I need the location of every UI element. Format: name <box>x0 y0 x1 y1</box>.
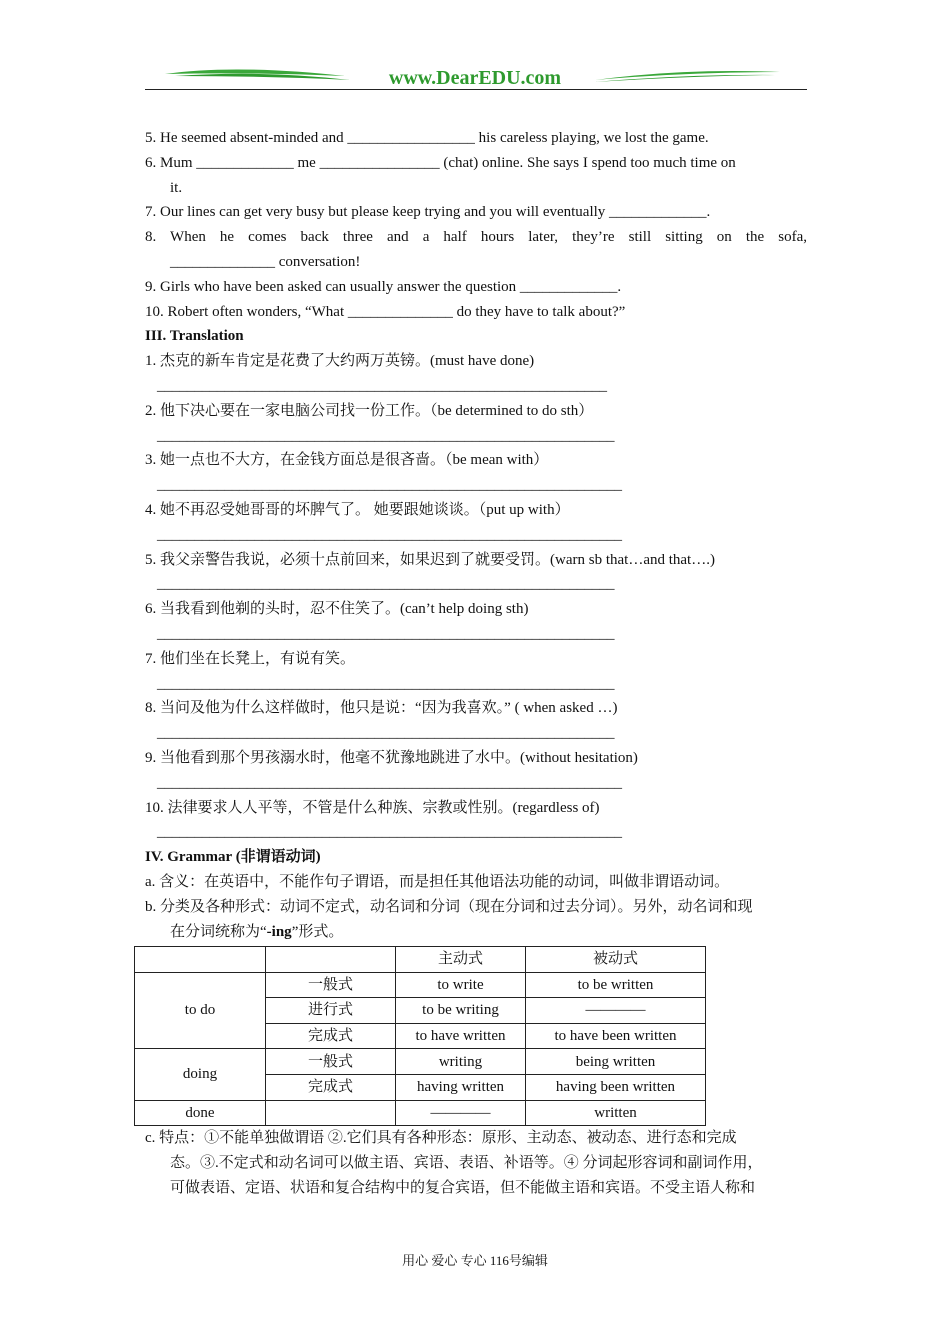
translation-item: 5. 我父亲警告我说，必须十点前回来，如果迟到了就要受罚。(warn sb that…and that….) <box>145 551 715 568</box>
grammar-point-a: a. 含义：在英语中，不能作句子谓语，而是担任其他语法功能的动词，叫做非谓语动词。 <box>145 873 730 890</box>
active-cell: to be writing <box>396 998 526 1024</box>
answer-blank: ______________________________________________________________ <box>157 526 622 543</box>
form-cell: 进行式 <box>266 998 396 1024</box>
header-rule <box>145 89 807 90</box>
form-cell: 完成式 <box>266 1074 396 1100</box>
fill-item-7: 7. Our lines can get very busy but please keep trying and you will eventually _____________. <box>145 204 711 221</box>
fill-item-8: 8. When he comes back three and a half hours later, they’re still sitting on the sofa, <box>145 229 807 246</box>
answer-blank: _____________________________________________________________ <box>157 625 615 642</box>
answer-blank: ______________________________________________________________ <box>157 477 622 494</box>
table-cell <box>135 947 266 973</box>
answer-blank: _____________________________________________________________ <box>157 576 615 593</box>
point-c-line: 可做表语、定语、状语和复合结构中的复合宾语，但不能做主语和宾语。不受主语人称和 <box>170 1179 756 1196</box>
translation-heading: III. Translation <box>145 328 244 345</box>
row-group-label: doing <box>135 1049 266 1100</box>
fill-item-6-cont: it. <box>170 179 183 196</box>
answer-blank: ______________________________________________________________ <box>157 824 622 841</box>
translation-item: 2. 他下决心要在一家电脑公司找一份工作。（be determined to do sth） <box>145 402 594 419</box>
grammar-point-b: b. 分类及各种形式：动词不定式，动名词和分词（现在分词和过去分词）。另外，动名词和现 <box>145 898 753 915</box>
table-header-row <box>135 947 706 973</box>
grammar-heading: IV. Grammar (非谓语动词) <box>145 849 321 866</box>
translation-item: 9. 当他看到那个男孩溺水时，他毫不犹豫地跳进了水中。(without hesitation) <box>145 749 638 766</box>
translation-item: 8. 当问及他为什么这样做时，他只是说：“因为我喜欢。” ( when asked …) <box>145 700 618 717</box>
form-cell: 一般式 <box>266 972 396 998</box>
form-cell: 完成式 <box>266 1023 396 1049</box>
answer-blank: ____________________________________________________________ <box>157 377 607 394</box>
active-cell: to have written <box>396 1023 526 1049</box>
nonfinite-verb-table <box>134 946 706 1126</box>
table-row <box>135 972 706 998</box>
row-group-label: to do <box>135 972 266 1049</box>
grammar-point-b-cont <box>145 920 807 945</box>
passive-cell: ———— <box>526 998 706 1024</box>
translation-item: 10. 法律要求人人平等，不管是什么种族、宗教或性别。(regardless of) <box>145 799 600 816</box>
answer-blank: _____________________________________________________________ <box>157 675 615 692</box>
answer-blank: _____________________________________________________________ <box>157 427 615 444</box>
answer-blank: _____________________________________________________________ <box>157 725 615 742</box>
form-cell <box>266 1100 396 1126</box>
passive-cell: having been written <box>526 1074 706 1100</box>
fill-item-5: 5. He seemed absent-minded and _________________ his careless playing, we lost the game. <box>145 130 709 146</box>
passive-cell: written <box>526 1100 706 1126</box>
translation-item: 4. 她不再忍受她哥哥的坏脾气了。 她要跟她谈谈。（put up with） <box>145 501 570 518</box>
header-logo <box>145 62 805 92</box>
point-c-line: 态。③.不定式和动名词可以做主语、宾语、表语、补语等。④ 分词起形容词和副词作用， <box>170 1154 763 1171</box>
active-cell: ———— <box>396 1100 526 1126</box>
logo-text: www.DearEDU.com <box>388 67 562 89</box>
fill-item-9: 9. Girls who have been asked can usually answer the question _____________. <box>145 278 622 295</box>
form-cell: 一般式 <box>266 1049 396 1075</box>
passive-cell: to be written <box>526 972 706 998</box>
logo-swoosh-right <box>595 71 780 80</box>
translation-item: 3. 她一点也不大方，在金钱方面总是很吝啬。（be mean with） <box>145 452 549 469</box>
main-content <box>145 126 807 944</box>
passive-cell: being written <box>526 1049 706 1075</box>
translation-item: 1. 杰克的新车肯定是花费了大约两万英镑。(must have done) <box>145 353 535 370</box>
active-cell: to write <box>396 972 526 998</box>
answer-blank: ______________________________________________________________ <box>157 774 622 791</box>
col-header-active: 主动式 <box>396 947 526 973</box>
fill-item-6: 6. Mum _____________ me ________________ (chat) online. She says I spend too much time on <box>145 154 736 171</box>
point-c-line: c. 特点：①不能单独做谓语 ②.它们具有各种形态：原形、主动态、被动态、进行态和完成 <box>145 1130 737 1146</box>
fill-item-8-cont: ______________ conversation! <box>170 253 361 270</box>
b-text-post: ”形式。 <box>291 923 344 940</box>
b-text-pre: 在分词统称为“ <box>170 923 267 940</box>
table-row <box>135 1049 706 1075</box>
page-footer: 用心 爱心 专心 116号编辑 <box>402 1253 548 1268</box>
passive-cell: to have been written <box>526 1023 706 1049</box>
fill-item-10: 10. Robert often wonders, “What ______________ do they have to talk about?” <box>145 303 626 320</box>
col-header-passive: 被动式 <box>526 947 706 973</box>
table-cell <box>266 947 396 973</box>
grammar-point-c <box>145 1126 807 1200</box>
active-cell: writing <box>396 1049 526 1075</box>
b-text-ing: -ing <box>266 923 292 940</box>
translation-item: 7. 他们坐在长凳上，有说有笑。 <box>145 650 356 667</box>
table-row <box>135 1100 706 1126</box>
translation-item: 6. 当我看到他剃的头时，忍不住笑了。(can’t help doing sth) <box>145 601 529 618</box>
row-group-label: done <box>135 1100 266 1126</box>
active-cell: having written <box>396 1074 526 1100</box>
